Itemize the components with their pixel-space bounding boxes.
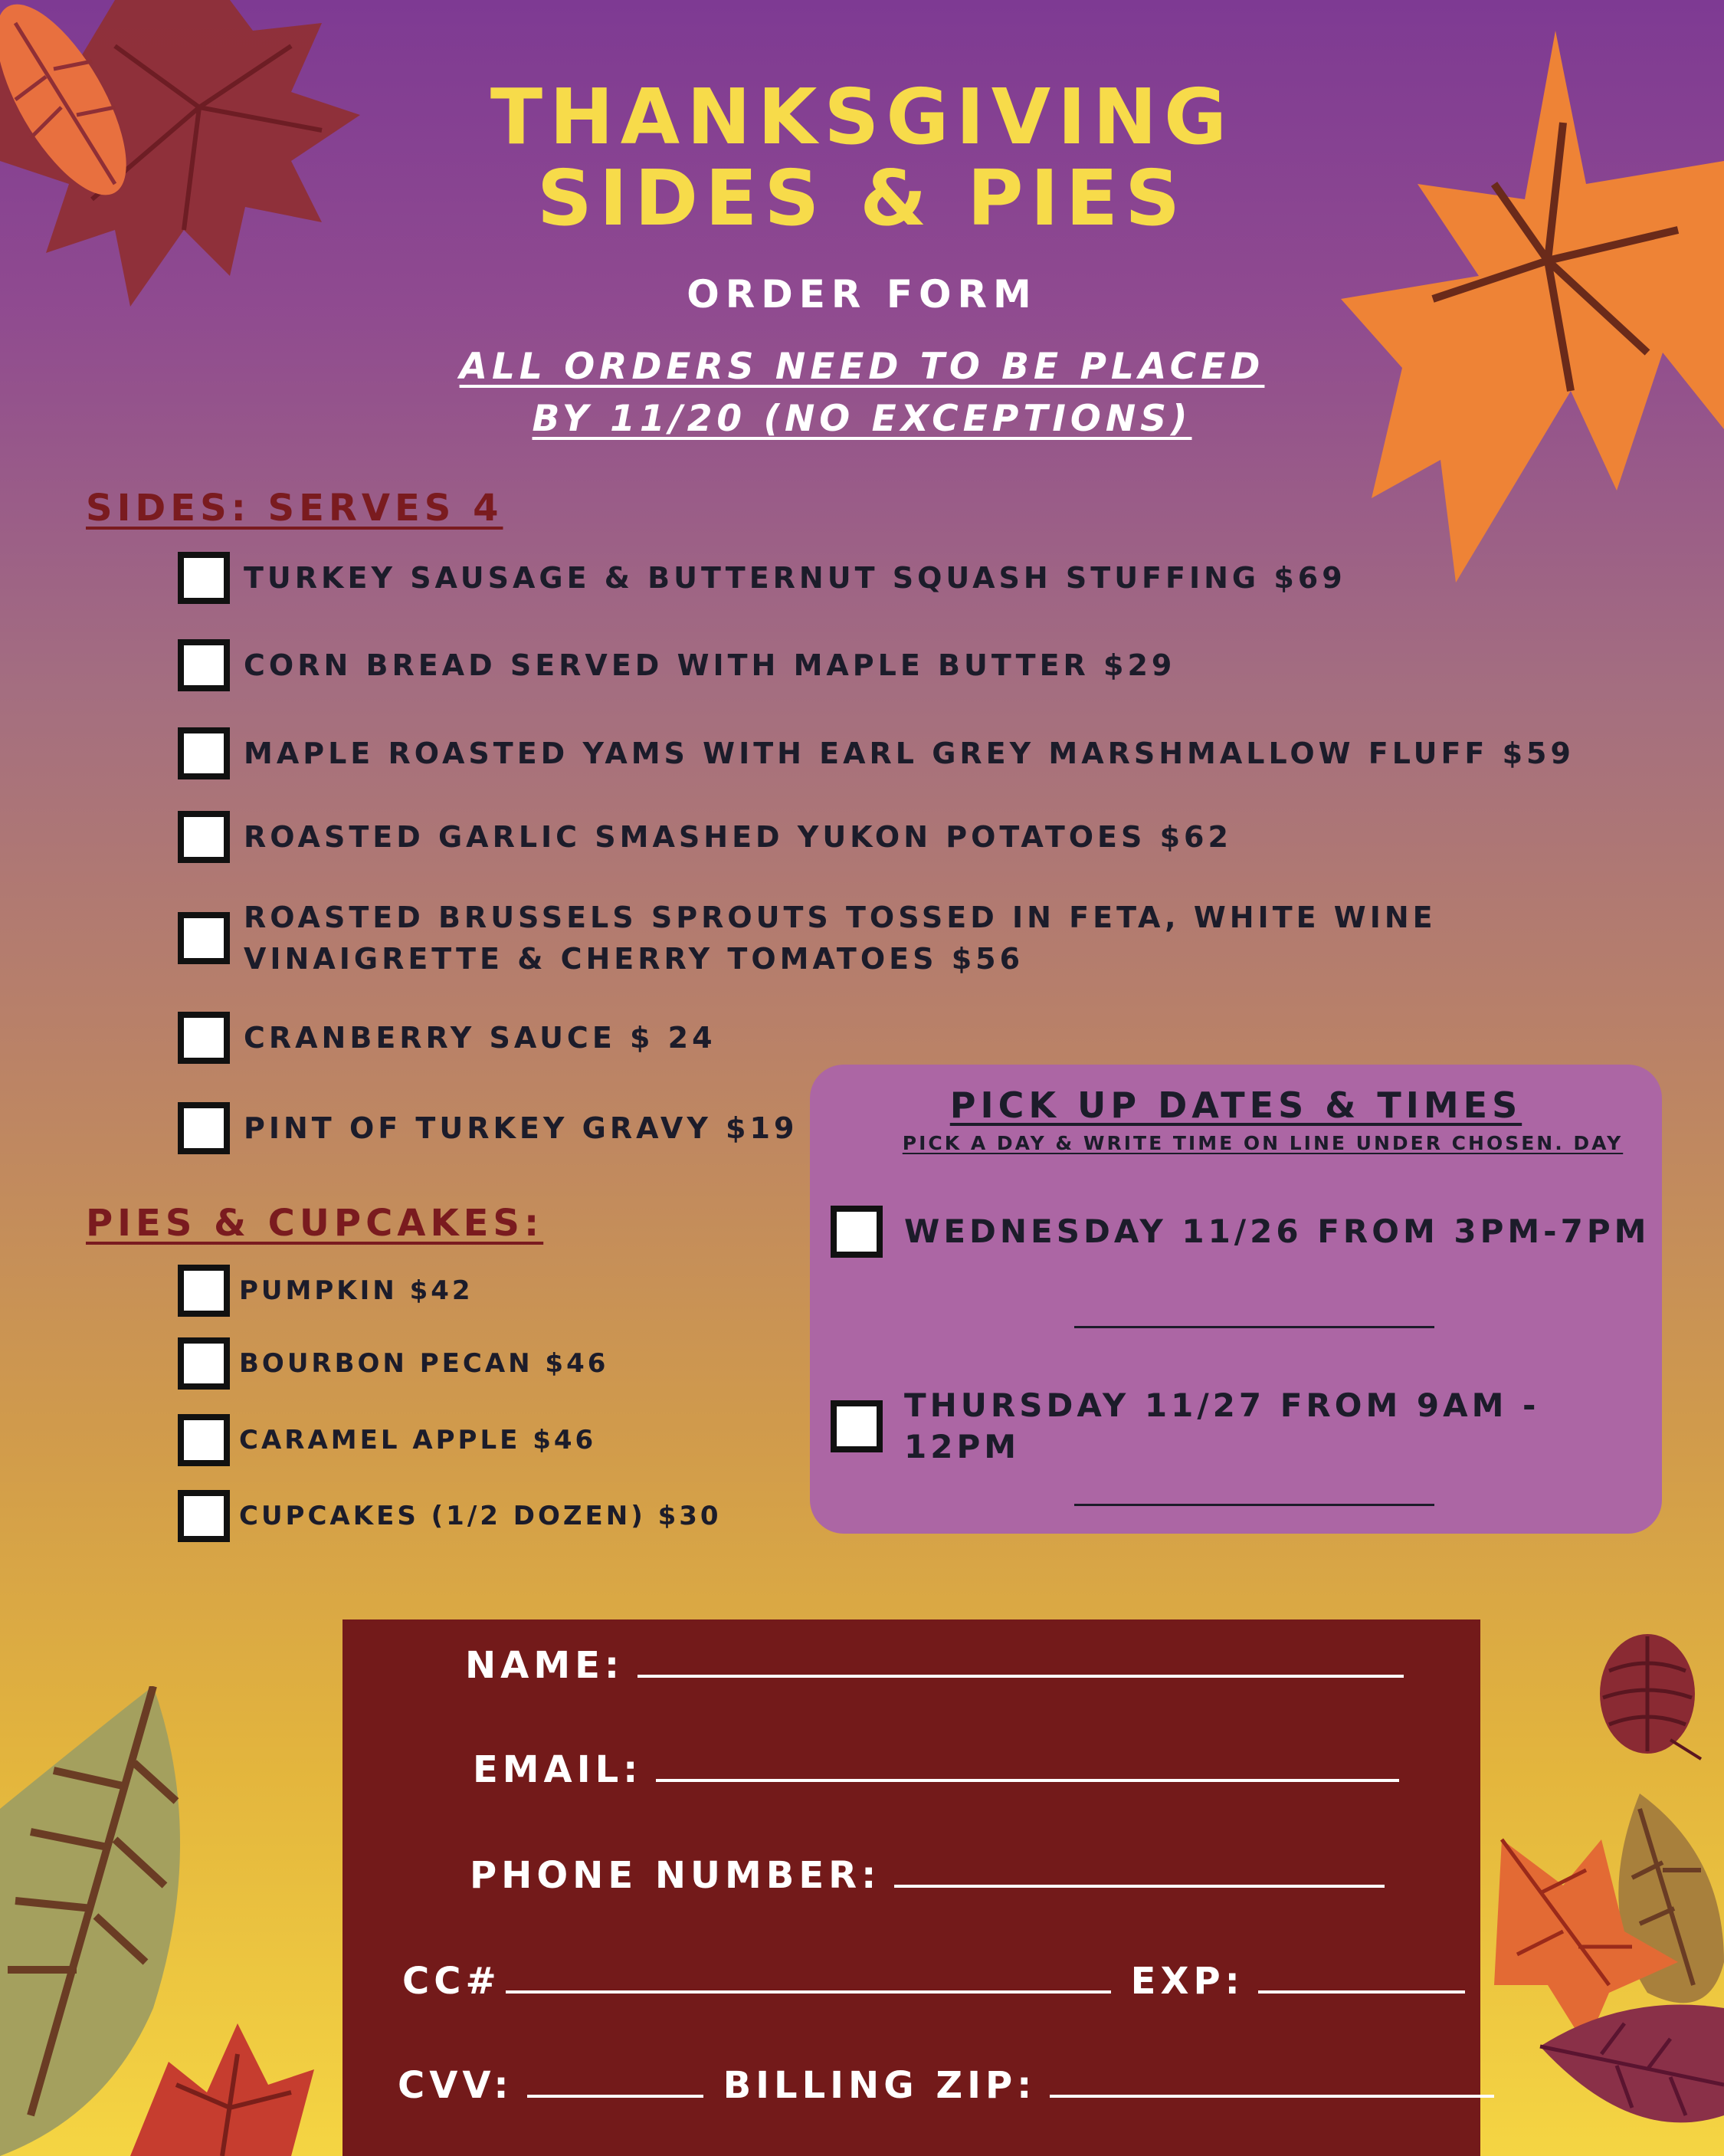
pie-checkbox[interactable] — [178, 1414, 230, 1466]
cvv-zip-field[interactable] — [398, 2064, 1494, 2107]
side-item-label — [244, 897, 1437, 980]
cvv-input-line[interactable] — [527, 2095, 703, 2098]
pie-checkbox[interactable] — [178, 1337, 230, 1390]
exp-label: EXP: — [1130, 1960, 1244, 2003]
pie-checkbox[interactable] — [178, 1265, 230, 1317]
pickup-day-label: THURSDAY 11/27 FROM 9AM - 12PM — [904, 1386, 1540, 1465]
side-item-label: MAPLE ROASTED YAMS WITH EARL GREY MARSHMALLOW FLUFF $59 — [244, 737, 1575, 770]
name-field[interactable] — [465, 1644, 1404, 1687]
cvv-label: CVV: — [398, 2064, 513, 2107]
side-item-cranberry-sauce[interactable] — [178, 1012, 716, 1064]
deadline-line-1: ALL ORDERS NEED TO BE PLACED — [459, 346, 1265, 388]
pickup-title: PICK UP DATES & TIMES — [949, 1085, 1522, 1126]
side-checkbox[interactable] — [178, 639, 230, 691]
side-item-label: CORN BREAD SERVED WITH MAPLE BUTTER $29 — [244, 648, 1176, 682]
pickup-instructions: PICK A DAY & WRITE TIME ON LINE UNDER CHOSEN. DAY — [902, 1132, 1624, 1154]
side-item-stuffing[interactable] — [178, 552, 1346, 604]
side-checkbox[interactable] — [178, 552, 230, 604]
side-item-corn-bread[interactable] — [178, 639, 1175, 691]
side-checkbox[interactable] — [178, 912, 230, 964]
pies-heading: PIES & CUPCAKES: — [86, 1202, 544, 1245]
pie-item-bourbon-pecan[interactable] — [178, 1337, 608, 1390]
cc-input-line[interactable] — [506, 1990, 1111, 1994]
pie-item-pumpkin[interactable] — [178, 1265, 474, 1317]
name-label: NAME: — [465, 1644, 624, 1687]
zip-input-line[interactable] — [1050, 2095, 1494, 2098]
side-checkbox[interactable] — [178, 727, 230, 779]
pickup-checkbox[interactable] — [831, 1206, 883, 1258]
side-item-label-line-2: VINAIGRETTE & CHERRY TOMATOES $56 — [244, 942, 1024, 976]
red-leaf-bottom-left-icon — [100, 2023, 314, 2156]
pie-item-label: CARAMEL APPLE $46 — [239, 1425, 597, 1455]
deadline-line-2: BY 11/20 (NO EXCEPTIONS) — [532, 398, 1192, 440]
pie-item-label: PUMPKIN $42 — [239, 1275, 474, 1306]
exp-input-line[interactable] — [1258, 1990, 1465, 1994]
deadline-notice — [0, 341, 1724, 445]
title-line-2: SIDES & PIES — [536, 153, 1188, 243]
side-item-potatoes[interactable] — [178, 811, 1232, 863]
side-checkbox[interactable] — [178, 1102, 230, 1154]
side-item-gravy[interactable] — [178, 1102, 798, 1154]
side-item-brussels-sprouts[interactable] — [178, 897, 1437, 980]
email-input-line[interactable] — [656, 1779, 1399, 1782]
pie-item-label: CUPCAKES (1/2 DOZEN) $30 — [239, 1501, 722, 1531]
side-item-yams[interactable] — [178, 727, 1575, 779]
page-title — [0, 72, 1724, 243]
side-item-label: CRANBERRY SAUCE $ 24 — [244, 1021, 716, 1055]
name-input-line[interactable] — [637, 1675, 1404, 1678]
pickup-time-line-thursday[interactable] — [1074, 1504, 1434, 1506]
email-label: EMAIL: — [473, 1748, 643, 1791]
leaf-cluster-bottom-right-icon — [1494, 1793, 1724, 2156]
pickup-panel — [810, 1065, 1662, 1534]
order-form-subtitle: ORDER FORM — [687, 272, 1037, 317]
pie-item-caramel-apple[interactable] — [178, 1414, 596, 1466]
pie-item-cupcakes[interactable] — [178, 1490, 722, 1542]
sides-heading: SIDES: SERVES 4 — [86, 487, 503, 530]
side-item-label-line-1: ROASTED BRUSSELS SPROUTS TOSSED IN FETA, WHITE WINE — [244, 901, 1437, 934]
pickup-day-wednesday[interactable] — [831, 1206, 1650, 1258]
side-item-label: ROASTED GARLIC SMASHED YUKON POTATOES $62 — [244, 820, 1232, 854]
phone-field[interactable] — [470, 1854, 1385, 1897]
side-item-label: PINT OF TURKEY GRAVY $19 — [244, 1111, 798, 1145]
pie-item-label: BOURBON PECAN $46 — [239, 1348, 609, 1379]
side-checkbox[interactable] — [178, 811, 230, 863]
pinecone-icon — [1586, 1625, 1709, 1763]
pie-checkbox[interactable] — [178, 1490, 230, 1542]
zip-label: BILLING ZIP: — [723, 2064, 1037, 2107]
phone-input-line[interactable] — [894, 1885, 1385, 1888]
contact-panel — [343, 1619, 1480, 2156]
pickup-checkbox[interactable] — [831, 1400, 883, 1452]
phone-label: PHONE NUMBER: — [470, 1854, 881, 1897]
pickup-time-line-wednesday[interactable] — [1074, 1326, 1434, 1328]
side-item-label: TURKEY SAUSAGE & BUTTERNUT SQUASH STUFFING $69 — [244, 561, 1346, 595]
email-field[interactable] — [473, 1748, 1399, 1791]
pickup-day-thursday[interactable] — [831, 1385, 1662, 1468]
side-checkbox[interactable] — [178, 1012, 230, 1064]
cc-label: CC# — [402, 1960, 501, 2003]
pickup-day-label: WEDNESDAY 11/26 FROM 3PM-7PM — [904, 1213, 1650, 1250]
cc-field[interactable] — [402, 1960, 1465, 2003]
title-line-1: THANKSGIVING — [490, 72, 1234, 162]
